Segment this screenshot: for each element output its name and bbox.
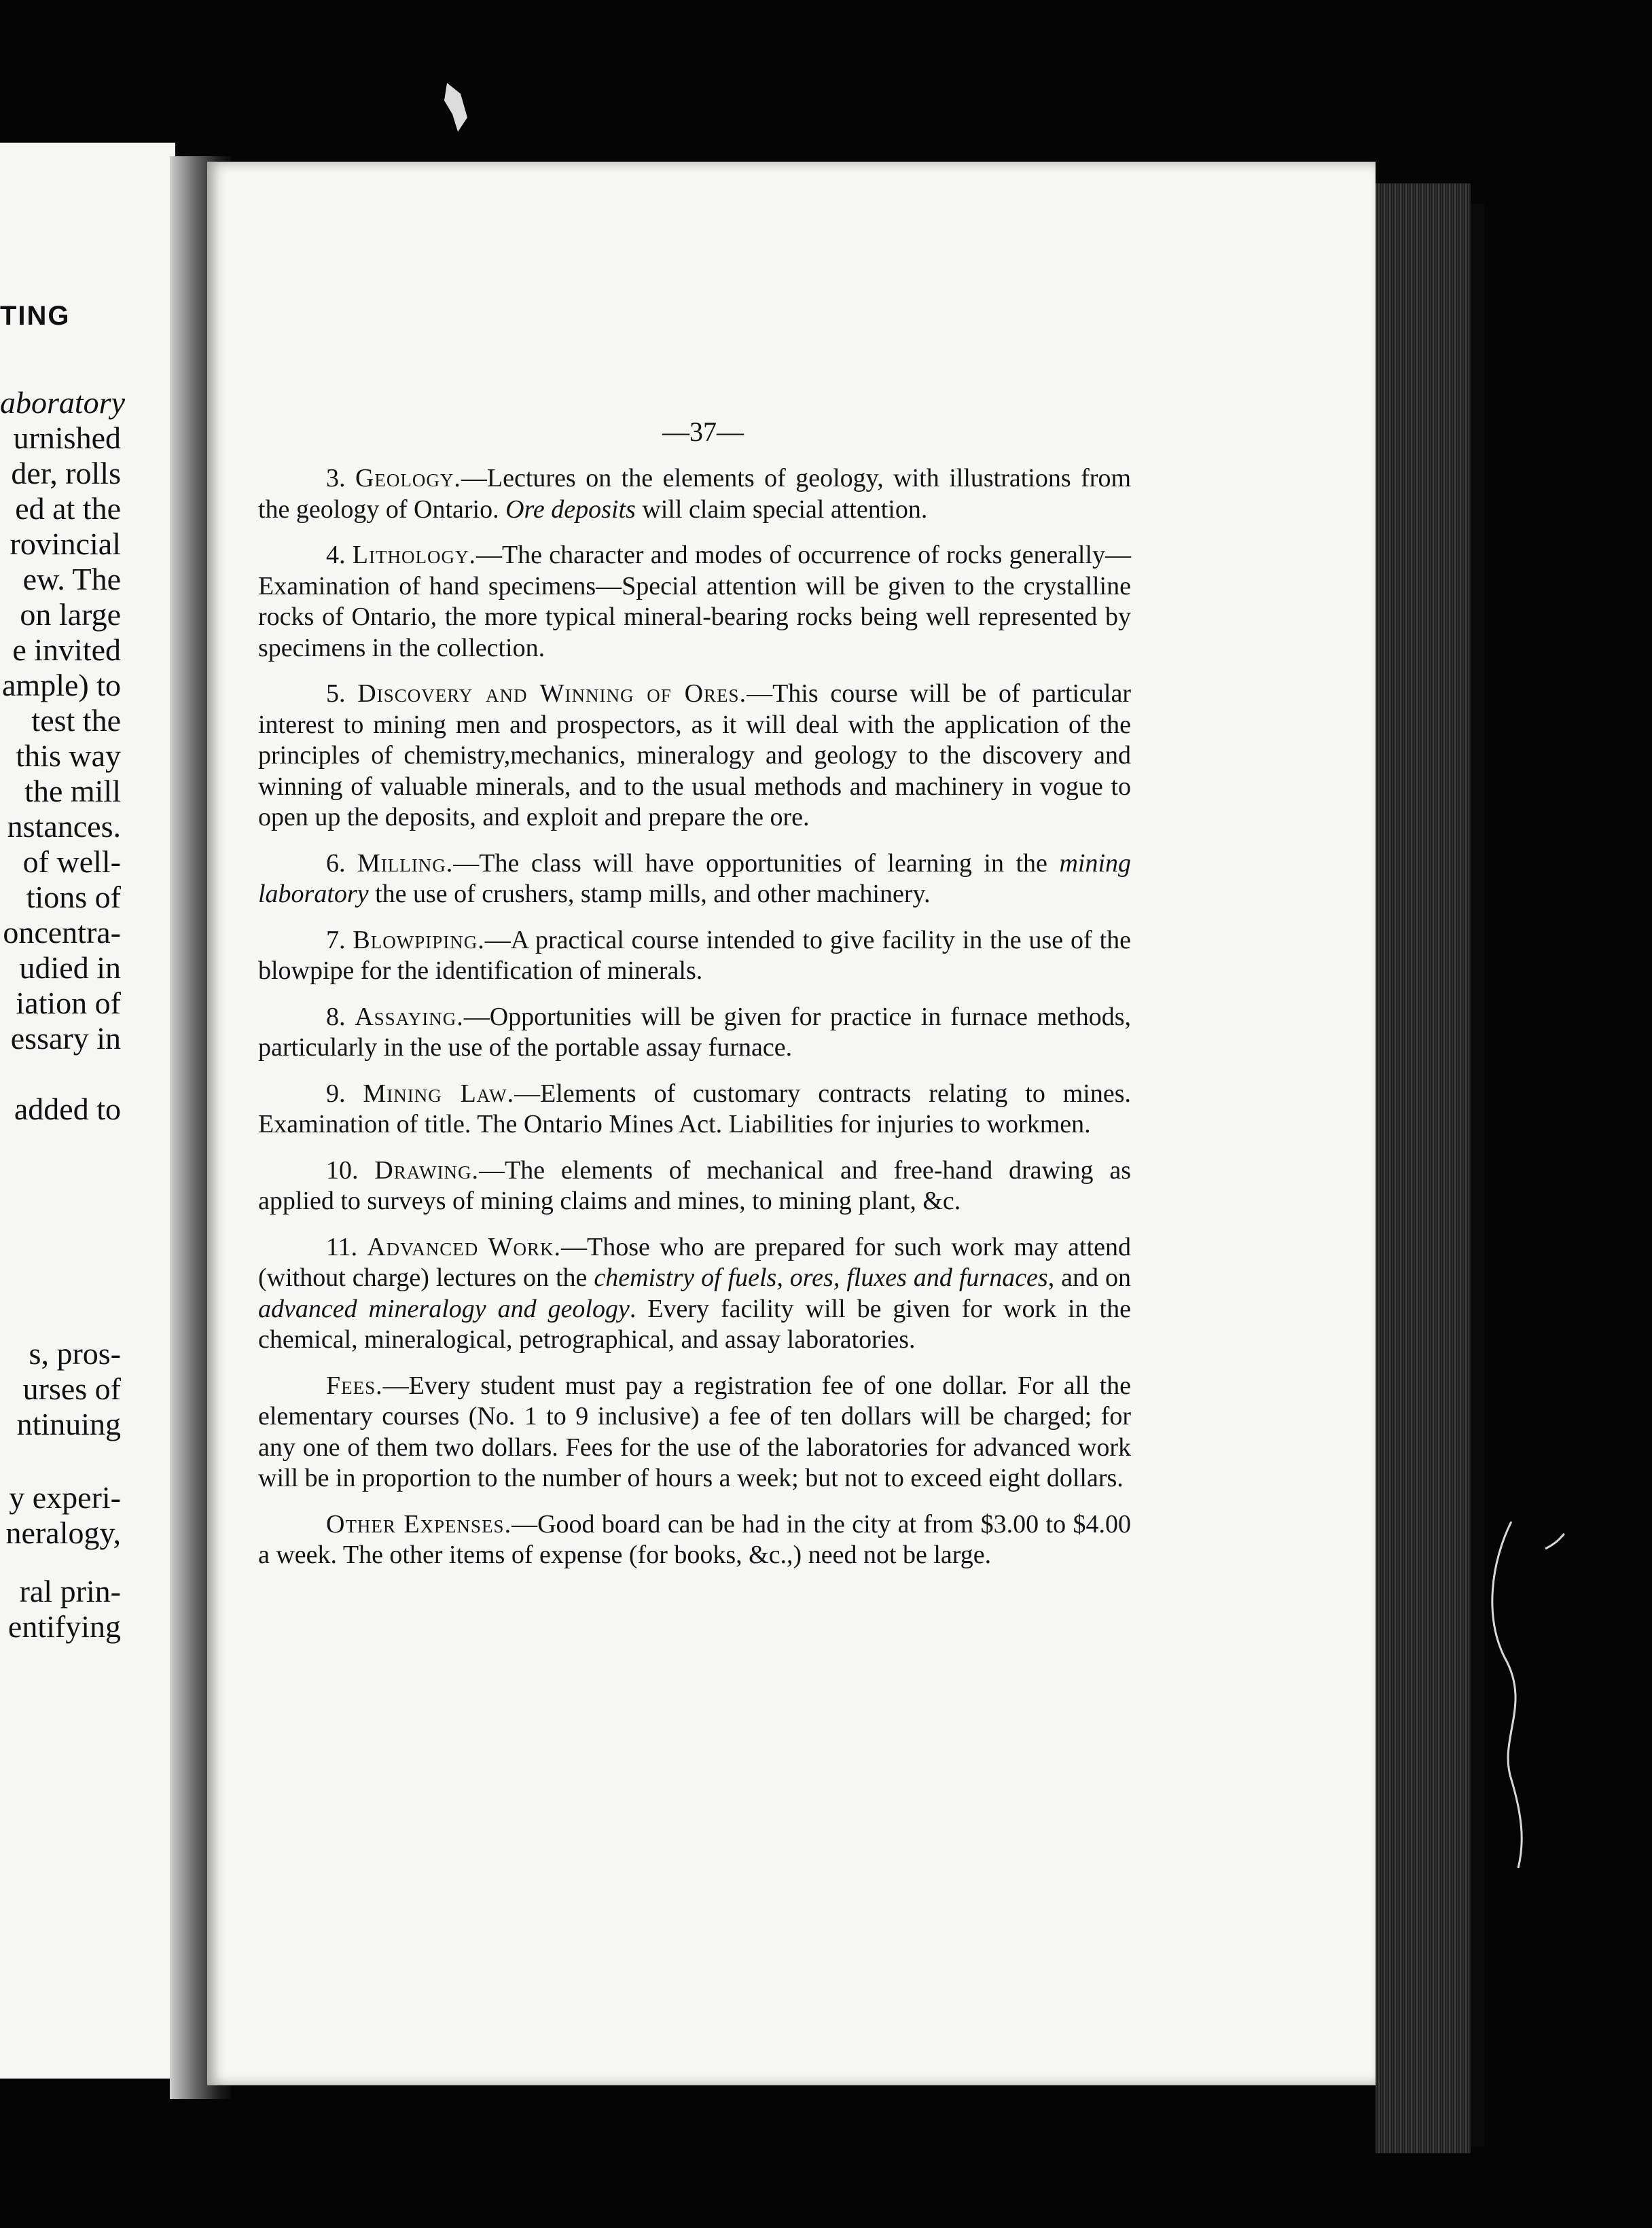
section-number: 8. (326, 1002, 355, 1031)
section-heading: Advanced Work. (367, 1232, 562, 1261)
section-text: —Those who are prepared for such work may attend (without charge) lectures on the (258, 1232, 1131, 1292)
section-text: —Elements of customary contracts relating to mines. Examination of title. The Ontario Mines Act. Liabilities for injuries to workmen. (258, 1079, 1131, 1138)
page-body-text (258, 414, 1131, 1571)
left-page-line: udied in (19, 951, 121, 985)
section-lead (258, 1003, 464, 1031)
left-page-line: tions of (26, 880, 121, 914)
left-page-line: ntinuing (16, 1407, 121, 1441)
left-page-line: s, pros- (29, 1337, 121, 1371)
left-page-line: urnished (13, 421, 121, 455)
section-heading: Drawing. (374, 1155, 480, 1185)
left-page-line: this way (16, 739, 121, 773)
section-paragraph (258, 463, 1131, 525)
left-page-line: nstances. (7, 810, 121, 844)
left-page-line: y experi- (9, 1481, 121, 1515)
section-heading: Mining Law. (363, 1079, 515, 1108)
section-text: —Lectures on the elements of geology, with illustrations from the geology of Ontario. (258, 464, 1131, 524)
left-page-line: added to (14, 1092, 121, 1126)
section-heading: Discovery and Winning of Ores. (357, 679, 747, 708)
paper-flake (440, 80, 473, 134)
left-page-line: TING (0, 301, 71, 331)
left-page-line: ew. The (22, 562, 121, 596)
section-text: —The class will have opportunities of learning in the (453, 848, 1060, 878)
section-heading: Fees. (326, 1371, 383, 1400)
section-lead (258, 541, 476, 569)
left-page-line: of well- (22, 845, 121, 879)
section-paragraph (258, 1232, 1131, 1356)
left-page-line: ample) to (2, 668, 121, 702)
section-paragraph (258, 1002, 1131, 1064)
left-page-line: urses of (22, 1372, 121, 1406)
section-lead (258, 1510, 511, 1539)
section-text: —Every student must pay a registration fee of one dollar. For all the elementary courses (No. 1 to 9 inclusive) a fee of ten dollars will be charged; for any one of them two dollars. Fees for the use of the laboratories for advanced work will be in proportion to the number of hours a week; but not to exceed eight dollars. (258, 1371, 1131, 1492)
section-lead (258, 1371, 383, 1400)
section-paragraph (258, 540, 1131, 664)
page-number: —37— (662, 416, 744, 447)
section-text: —This course will be of particular interest to mining men and prospectors, as it will deal with the application of the principles of chemistry,mechanics, mineralogy and geology to the discovery and winning of valuable minerals, and to the usual methods and machinery in vogue to open up the deposits, and exploit and prepare the ore. (258, 679, 1132, 831)
section-lead (258, 464, 461, 492)
section-paragraph (258, 925, 1131, 987)
italic-phrase: Ore deposits (505, 495, 636, 524)
section-heading: Milling. (357, 848, 454, 878)
section-number: 7. (326, 925, 353, 954)
section-heading: Geology. (355, 464, 461, 492)
left-facing-page (0, 143, 175, 2079)
section-text: —The character and modes of occurrence of rocks generally—Examination of hand specimens—Special attention will be given to the crystalline rocks of Ontario, the more typical mineral-bearing rocks being well represented by specimens in the collection. (258, 541, 1132, 662)
left-page-line: rovincial (10, 527, 121, 561)
left-page-line: ed at the (15, 492, 121, 526)
section-paragraph (258, 1371, 1131, 1494)
loose-thread (1484, 1522, 1566, 1875)
section-paragraph (258, 679, 1131, 833)
section-number: 10. (326, 1155, 375, 1185)
left-page-line: entifying (7, 1610, 121, 1644)
left-page-text (0, 143, 175, 2079)
left-page-line: test the (31, 704, 121, 738)
section-lead (258, 849, 453, 878)
left-page-line: ral prin- (19, 1575, 121, 1609)
section-text: —Opportunities will be given for practice in furnace methods, particularly in the use of the portable assay furnace. (258, 1002, 1132, 1062)
section-text: —The elements of mechanical and free-hand drawing as applied to surveys of mining claims and mines, to mining plant, &c. (258, 1155, 1131, 1215)
section-paragraph (258, 1079, 1131, 1140)
section-text: , and on (1047, 1263, 1132, 1292)
left-page-line: neralogy, (5, 1516, 121, 1550)
left-page-line: essary in (10, 1022, 121, 1056)
left-page-line: iation of (16, 986, 121, 1020)
left-page-line: the mill (24, 774, 121, 808)
section-number: 3. (326, 464, 355, 492)
section-text: —Good board can be had in the city at from $3.00 to $4.00 a week. The other items of expense (for books, &c.,) need not be large. (258, 1509, 1131, 1569)
section-lead (258, 1079, 514, 1108)
section-paragraph (258, 1155, 1131, 1217)
section-lead (258, 926, 485, 954)
section-lead (258, 1156, 479, 1185)
section-number: 11. (326, 1232, 367, 1261)
left-page-line: on large (20, 598, 121, 632)
section-paragraph (258, 1509, 1131, 1571)
section-text: will claim special attention. (635, 495, 928, 524)
left-page-line: aboratory (0, 386, 125, 420)
section-number: 9. (326, 1079, 363, 1108)
page-edges (1376, 183, 1471, 2153)
section-number: 4. (326, 541, 353, 569)
section-heading: Assaying. (355, 1002, 464, 1031)
italic-phrase: chemistry of fuels, ores, fluxes and furnaces (594, 1263, 1048, 1292)
italic-phrase: advanced mineralogy and geology (258, 1294, 630, 1323)
section-heading: Lithology. (352, 541, 476, 569)
left-page-line: der, rolls (11, 456, 121, 490)
left-page-line: oncentra- (3, 916, 121, 950)
section-text: the use of crushers, stamp mills, and other machinery. (368, 880, 931, 908)
cover-edge (1471, 204, 1484, 2146)
section-heading: Other Expenses. (326, 1509, 512, 1539)
left-page-line: e invited (12, 633, 121, 667)
section-text: —A practical course intended to give facility in the use of the blowpipe for the identification of minerals. (258, 925, 1131, 985)
section-lead (258, 679, 747, 708)
section-number: 6. (326, 848, 358, 878)
section-heading: Blowpiping. (353, 925, 485, 954)
section-number: 5. (326, 679, 358, 708)
section-text: . Every facility will be given for work in the chemical, mineralogical, petrographical, and assay laboratories. (258, 1294, 1131, 1354)
section-paragraph (258, 848, 1131, 910)
italic-phrase: mining laboratory (258, 848, 1132, 908)
section-lead (258, 1233, 561, 1261)
